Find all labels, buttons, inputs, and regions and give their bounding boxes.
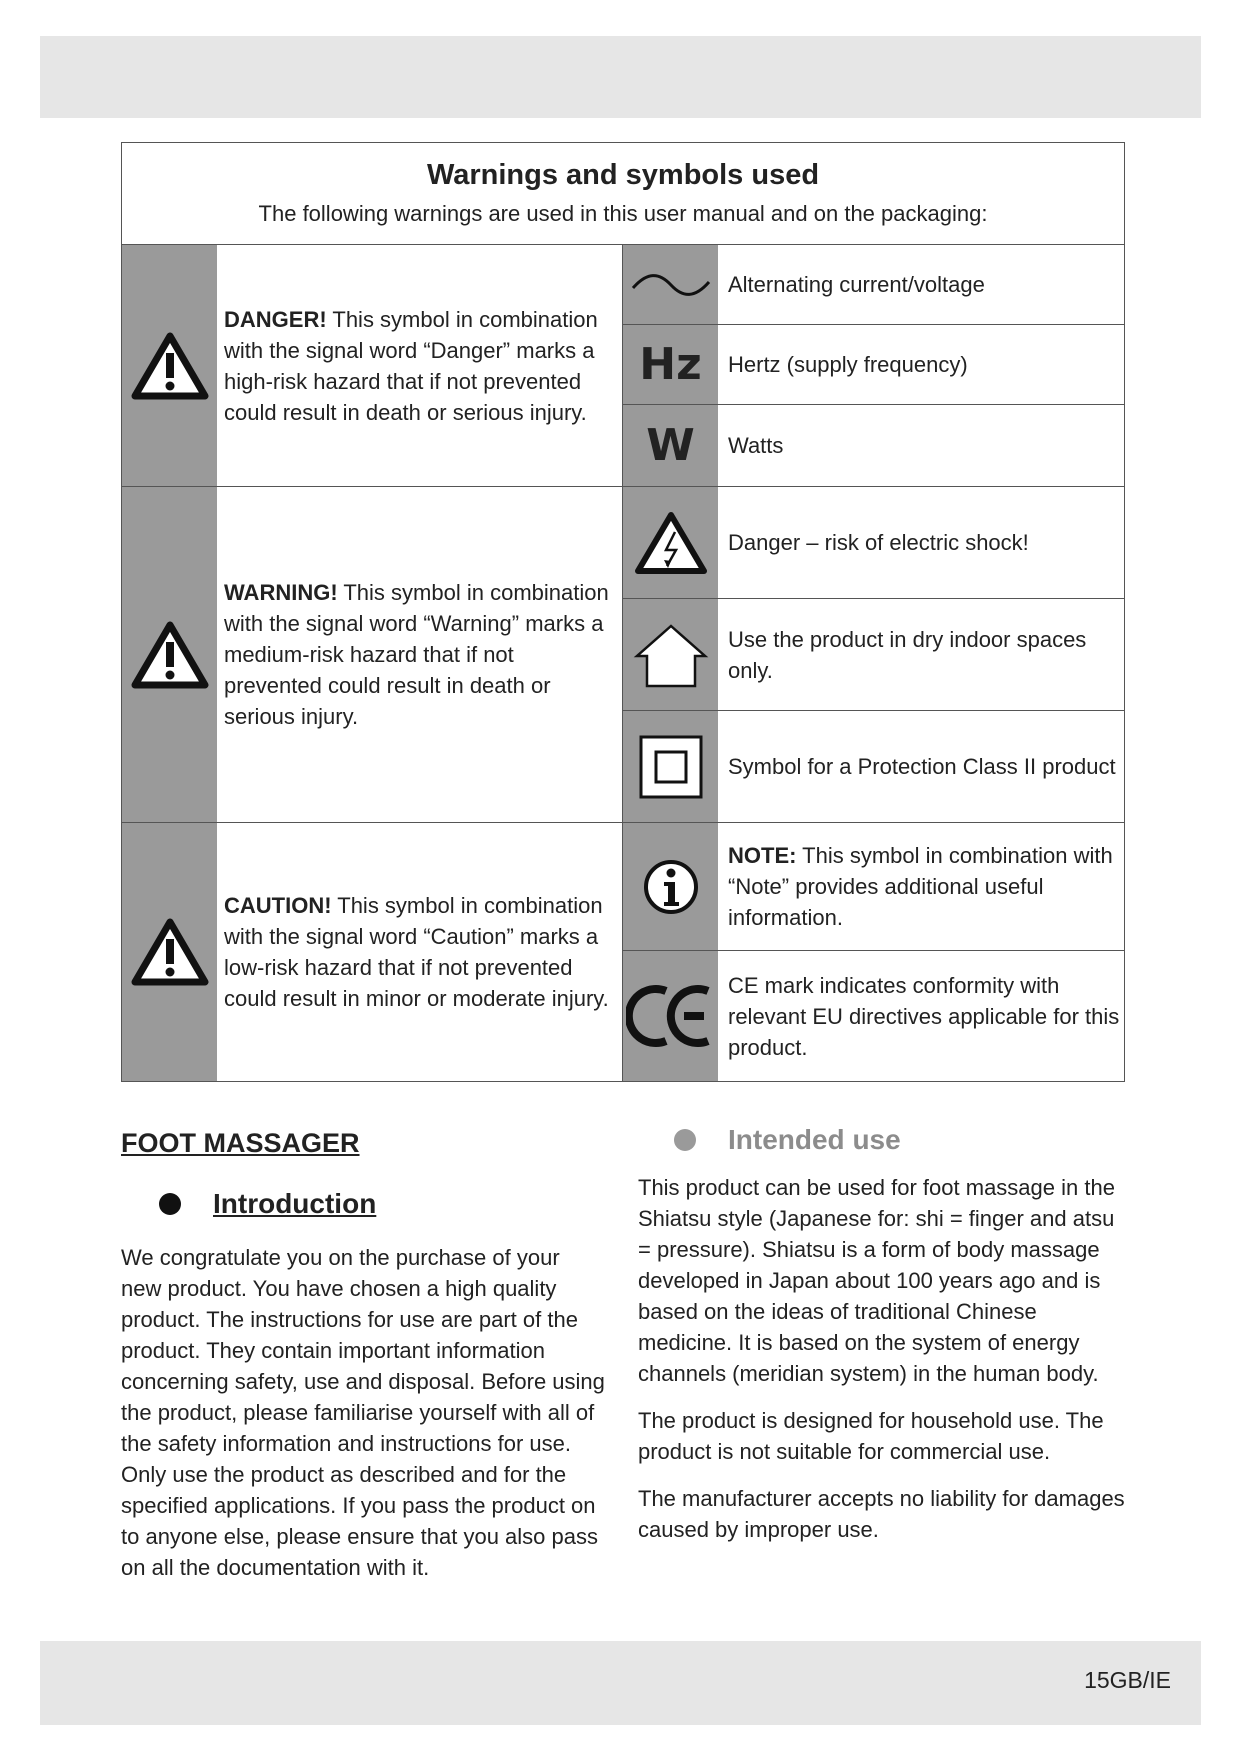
ce-text: CE mark indicates conformity with relevant EU directives applicable for this product. <box>728 972 1120 1060</box>
warning-text: This symbol in combination with the signal word “Warning” marks a medium-risk hazard that if not prevented could result in death or serious injury. <box>224 580 609 729</box>
note-label: NOTE: <box>728 843 797 868</box>
bullet-icon <box>159 1193 181 1215</box>
symbol-row-hz <box>623 325 1124 405</box>
warnings-symbols-table <box>121 142 1125 1082</box>
indoor-text: Use the product in dry indoor spaces only. <box>728 626 1087 683</box>
symbol-row-class2 <box>623 711 1124 823</box>
alternating-current-icon <box>623 245 718 324</box>
intended-use-heading <box>674 1124 901 1156</box>
symbol-row-ac <box>623 245 1124 325</box>
protection-class-ii-icon <box>623 711 718 822</box>
product-title: FOOT MASSAGER <box>121 1128 360 1158</box>
bullet-icon <box>674 1129 696 1151</box>
caution-text: This symbol in combination with the signal word “Caution” marks a low-risk hazard that if not prevented could result in minor or moderate injury. <box>224 893 609 1011</box>
ce-mark-icon <box>623 951 718 1081</box>
table-subtitle: The following warnings are used in this user manual and on the packaging: <box>258 201 988 226</box>
danger-label: DANGER! <box>224 306 327 332</box>
introduction-title: Introduction <box>213 1188 377 1219</box>
symbol-row-indoor <box>623 599 1124 711</box>
symbol-row-w <box>623 405 1124 487</box>
shock-text: Danger – risk of electric shock! <box>728 530 1029 555</box>
danger-text: This symbol in combination with the signal word “Danger” marks a high-risk hazard that if not prevented could result in death or serious injury. <box>224 306 598 425</box>
header-band <box>40 36 1201 118</box>
symbol-row-note <box>623 823 1124 951</box>
intended-use-title: Intended use <box>728 1124 901 1155</box>
hz-text: Hertz (supply frequency) <box>728 352 968 377</box>
indoor-house-icon <box>623 599 718 710</box>
info-icon <box>623 823 718 950</box>
symbol-row-shock <box>623 487 1124 599</box>
hertz-icon: Hz <box>623 325 718 404</box>
page-number: 15GB/IE <box>1084 1667 1171 1693</box>
electric-shock-icon <box>623 487 718 598</box>
intended-use-paragraph: This product can be used for foot massage in the Shiatsu style (Japanese for: shi = finger and atsu = pressure). Shiatsu is a form of body massage developed in Japan about 100 years ago and is based on the ideas of traditional Chinese medicine. It is based on the system of energy channels (meridian system) in the human body. <box>638 1175 1115 1386</box>
warning-triangle-icon <box>122 487 217 822</box>
class2-text: Symbol for a Protection Class II product <box>728 754 1116 779</box>
watts-text: Watts <box>728 433 784 458</box>
intended-use-paragraph: The product is designed for household use. The product is not suitable for commercial use. <box>638 1408 1104 1464</box>
warning-triangle-icon <box>122 823 217 1081</box>
table-title: Warnings and symbols used <box>426 159 820 191</box>
caution-row <box>122 823 622 1081</box>
watts-icon: W <box>623 405 718 486</box>
ac-text: Alternating current/voltage <box>728 272 985 297</box>
danger-row <box>122 245 622 487</box>
caution-label: CAUTION! <box>224 893 332 918</box>
symbol-row-ce <box>623 951 1124 1081</box>
intended-use-paragraph: The manufacturer accepts no liability for damages caused by improper use. <box>638 1486 1125 1542</box>
warning-label: WARNING! <box>224 580 338 605</box>
introduction-heading <box>159 1188 376 1220</box>
table-header <box>122 143 1124 245</box>
warning-row <box>122 487 622 823</box>
introduction-text: We congratulate you on the purchase of your new product. You have chosen a high quality product. The instructions for use are part of the product. They contain important information concerning safety, use and disposal. Before using the product, please familiarise yourself with all of the safety information and instructions for use. Only use the product as described and for the specified applications. If you pass the product on to anyone else, please ensure that you also pass on all the documentation with it. <box>121 1245 605 1580</box>
intended-use-body <box>638 1172 1128 1545</box>
warning-triangle-icon <box>122 245 217 486</box>
footer-band <box>40 1641 1201 1725</box>
note-text: This symbol in combination with “Note” provides additional useful information. <box>728 843 1113 930</box>
